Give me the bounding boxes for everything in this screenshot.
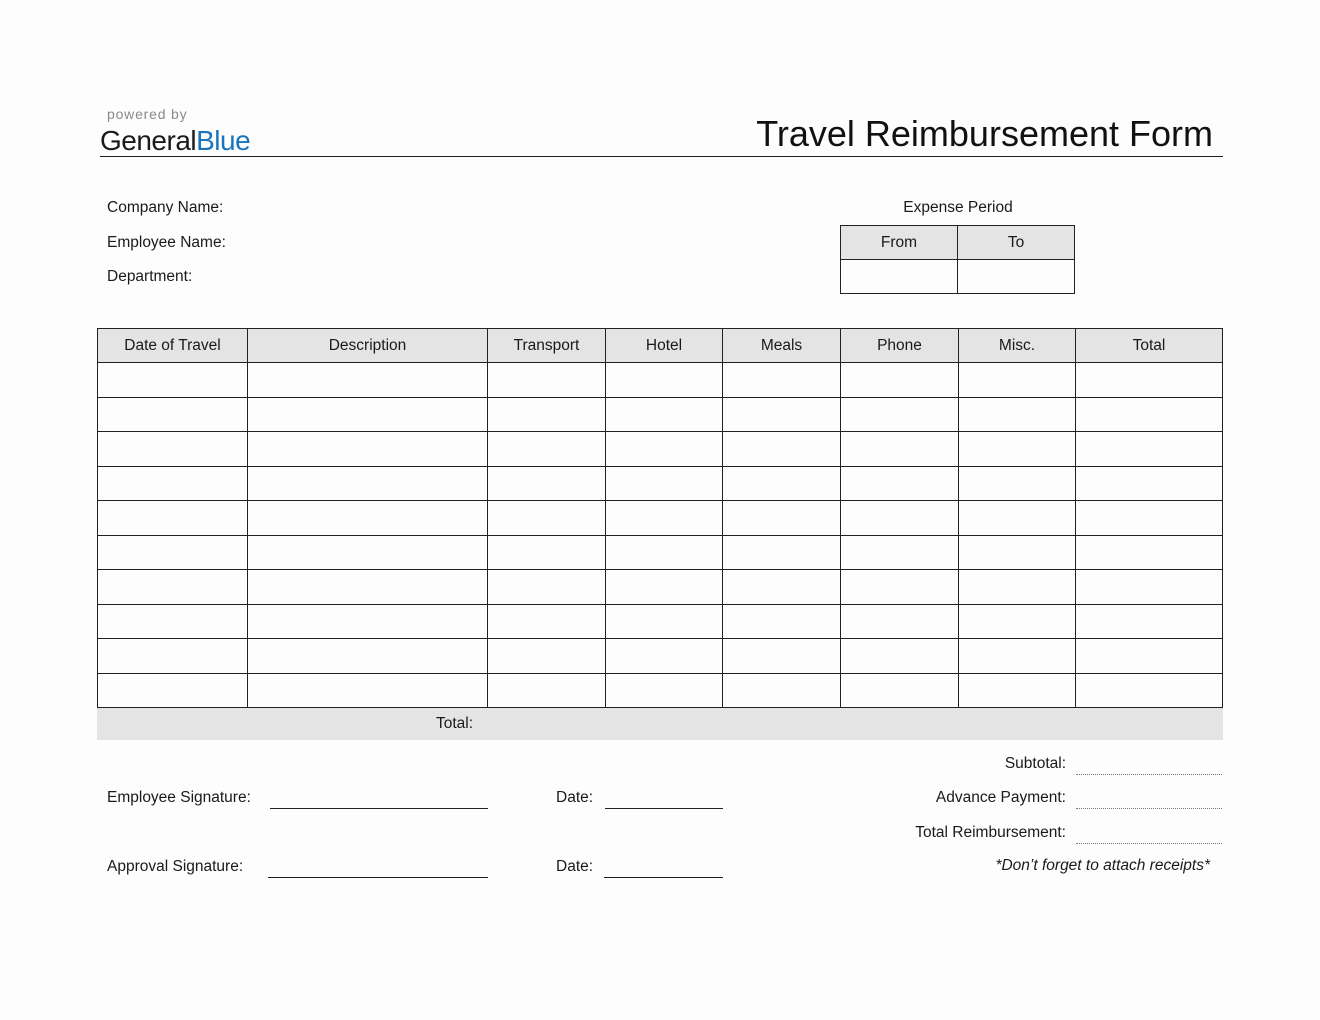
col-date-of-travel: Date of Travel	[98, 329, 248, 363]
cell-misc[interactable]	[959, 432, 1076, 467]
cell-misc[interactable]	[959, 397, 1076, 432]
cell-phone[interactable]	[841, 432, 959, 467]
cell-total[interactable]	[1076, 639, 1223, 674]
cell-phone[interactable]	[841, 363, 959, 398]
from-header: From	[841, 226, 958, 260]
cell-date[interactable]	[98, 363, 248, 398]
approval-date-field[interactable]	[604, 877, 723, 878]
page-title: Travel Reimbursement Form	[756, 113, 1213, 154]
cell-description[interactable]	[248, 570, 488, 605]
table-row	[98, 570, 1223, 605]
cell-transport[interactable]	[488, 397, 606, 432]
col-misc: Misc.	[959, 329, 1076, 363]
cell-phone[interactable]	[841, 570, 959, 605]
cell-date[interactable]	[98, 604, 248, 639]
cell-phone[interactable]	[841, 466, 959, 501]
subtotal-field[interactable]	[1076, 774, 1222, 775]
table-row	[98, 432, 1223, 467]
cell-description[interactable]	[248, 639, 488, 674]
total-reimbursement-field[interactable]	[1076, 843, 1222, 844]
cell-phone[interactable]	[841, 501, 959, 536]
cell-misc[interactable]	[959, 604, 1076, 639]
cell-transport[interactable]	[488, 604, 606, 639]
cell-phone[interactable]	[841, 604, 959, 639]
cell-phone[interactable]	[841, 673, 959, 708]
cell-total[interactable]	[1076, 397, 1223, 432]
header-divider	[100, 156, 1223, 157]
cell-meals[interactable]	[723, 570, 841, 605]
col-total: Total	[1076, 329, 1223, 363]
cell-meals[interactable]	[723, 501, 841, 536]
cell-transport[interactable]	[488, 466, 606, 501]
cell-transport[interactable]	[488, 501, 606, 536]
col-meals: Meals	[723, 329, 841, 363]
total-label: Total:	[436, 715, 474, 732]
table-row	[98, 639, 1223, 674]
cell-phone[interactable]	[841, 397, 959, 432]
brand-general: General	[100, 125, 197, 156]
cell-date[interactable]	[98, 535, 248, 570]
cell-date[interactable]	[98, 397, 248, 432]
cell-description[interactable]	[248, 535, 488, 570]
to-date-field[interactable]	[958, 260, 1075, 294]
cell-hotel[interactable]	[606, 604, 723, 639]
cell-hotel[interactable]	[606, 639, 723, 674]
advance-payment-field[interactable]	[1076, 808, 1222, 809]
subtotal-label: Subtotal:	[1004, 755, 1066, 772]
cell-total[interactable]	[1076, 570, 1223, 605]
cell-date[interactable]	[98, 466, 248, 501]
cell-description[interactable]	[248, 501, 488, 536]
cell-hotel[interactable]	[606, 570, 723, 605]
cell-misc[interactable]	[959, 570, 1076, 605]
expense-period-label: Expense Period	[903, 199, 1013, 216]
cell-transport[interactable]	[488, 363, 606, 398]
cell-meals[interactable]	[723, 432, 841, 467]
cell-meals[interactable]	[723, 397, 841, 432]
cell-misc[interactable]	[959, 466, 1076, 501]
employee-date-label: Date:	[556, 789, 594, 806]
table-row	[98, 466, 1223, 501]
cell-total[interactable]	[1076, 466, 1223, 501]
cell-meals[interactable]	[723, 466, 841, 501]
cell-description[interactable]	[248, 604, 488, 639]
cell-description[interactable]	[248, 466, 488, 501]
employee-name-label: Employee Name:	[107, 234, 226, 251]
from-date-field[interactable]	[841, 260, 958, 294]
cell-total[interactable]	[1076, 363, 1223, 398]
total-row	[97, 708, 1223, 740]
cell-misc[interactable]	[959, 363, 1076, 398]
cell-hotel[interactable]	[606, 466, 723, 501]
cell-date[interactable]	[98, 673, 248, 708]
powered-by-text: powered by	[107, 106, 188, 122]
cell-hotel[interactable]	[606, 432, 723, 467]
cell-total[interactable]	[1076, 673, 1223, 708]
cell-transport[interactable]	[488, 535, 606, 570]
approval-signature-field[interactable]	[268, 877, 488, 878]
cell-hotel[interactable]	[606, 363, 723, 398]
cell-meals[interactable]	[723, 363, 841, 398]
employee-signature-field[interactable]	[270, 808, 488, 809]
table-row	[98, 673, 1223, 708]
cell-description[interactable]	[248, 432, 488, 467]
cell-total[interactable]	[1076, 432, 1223, 467]
advance-payment-label: Advance Payment:	[935, 789, 1066, 806]
cell-meals[interactable]	[723, 639, 841, 674]
col-phone: Phone	[841, 329, 959, 363]
cell-phone[interactable]	[841, 639, 959, 674]
receipts-note: *Don’t forget to attach receipts*	[995, 857, 1210, 874]
employee-signature-label: Employee Signature:	[107, 789, 251, 806]
col-description: Description	[248, 329, 488, 363]
table-row	[98, 363, 1223, 398]
department-label: Department:	[107, 268, 193, 285]
cell-misc[interactable]	[959, 673, 1076, 708]
approval-date-label: Date:	[556, 858, 594, 875]
cell-description[interactable]	[248, 363, 488, 398]
approval-signature-label: Approval Signature:	[107, 858, 244, 875]
cell-date[interactable]	[98, 432, 248, 467]
cell-hotel[interactable]	[606, 501, 723, 536]
cell-hotel[interactable]	[606, 535, 723, 570]
cell-date[interactable]	[98, 570, 248, 605]
expense-table	[97, 328, 1223, 708]
col-transport: Transport	[488, 329, 606, 363]
cell-description[interactable]	[248, 673, 488, 708]
cell-hotel[interactable]	[606, 397, 723, 432]
cell-date[interactable]	[98, 501, 248, 536]
table-row	[98, 535, 1223, 570]
cell-date[interactable]	[98, 639, 248, 674]
company-name-label: Company Name:	[107, 199, 224, 216]
table-row	[98, 397, 1223, 432]
cell-transport[interactable]	[488, 673, 606, 708]
cell-total[interactable]	[1076, 501, 1223, 536]
col-hotel: Hotel	[606, 329, 723, 363]
cell-transport[interactable]	[488, 570, 606, 605]
cell-misc[interactable]	[959, 639, 1076, 674]
cell-misc[interactable]	[959, 535, 1076, 570]
cell-meals[interactable]	[723, 604, 841, 639]
cell-description[interactable]	[248, 397, 488, 432]
cell-total[interactable]	[1076, 535, 1223, 570]
cell-phone[interactable]	[841, 535, 959, 570]
cell-hotel[interactable]	[606, 673, 723, 708]
cell-meals[interactable]	[723, 673, 841, 708]
table-header-row	[98, 329, 1223, 363]
cell-total[interactable]	[1076, 604, 1223, 639]
table-row	[98, 501, 1223, 536]
cell-misc[interactable]	[959, 501, 1076, 536]
table-row	[98, 604, 1223, 639]
brand-blue: Blue	[196, 125, 251, 156]
brand-logo	[100, 124, 250, 158]
total-reimbursement-label: Total Reimbursement:	[915, 824, 1066, 841]
expense-period-table	[840, 225, 1075, 294]
cell-transport[interactable]	[488, 432, 606, 467]
employee-date-field[interactable]	[605, 808, 723, 809]
cell-transport[interactable]	[488, 639, 606, 674]
to-header: To	[958, 226, 1075, 260]
cell-meals[interactable]	[723, 535, 841, 570]
